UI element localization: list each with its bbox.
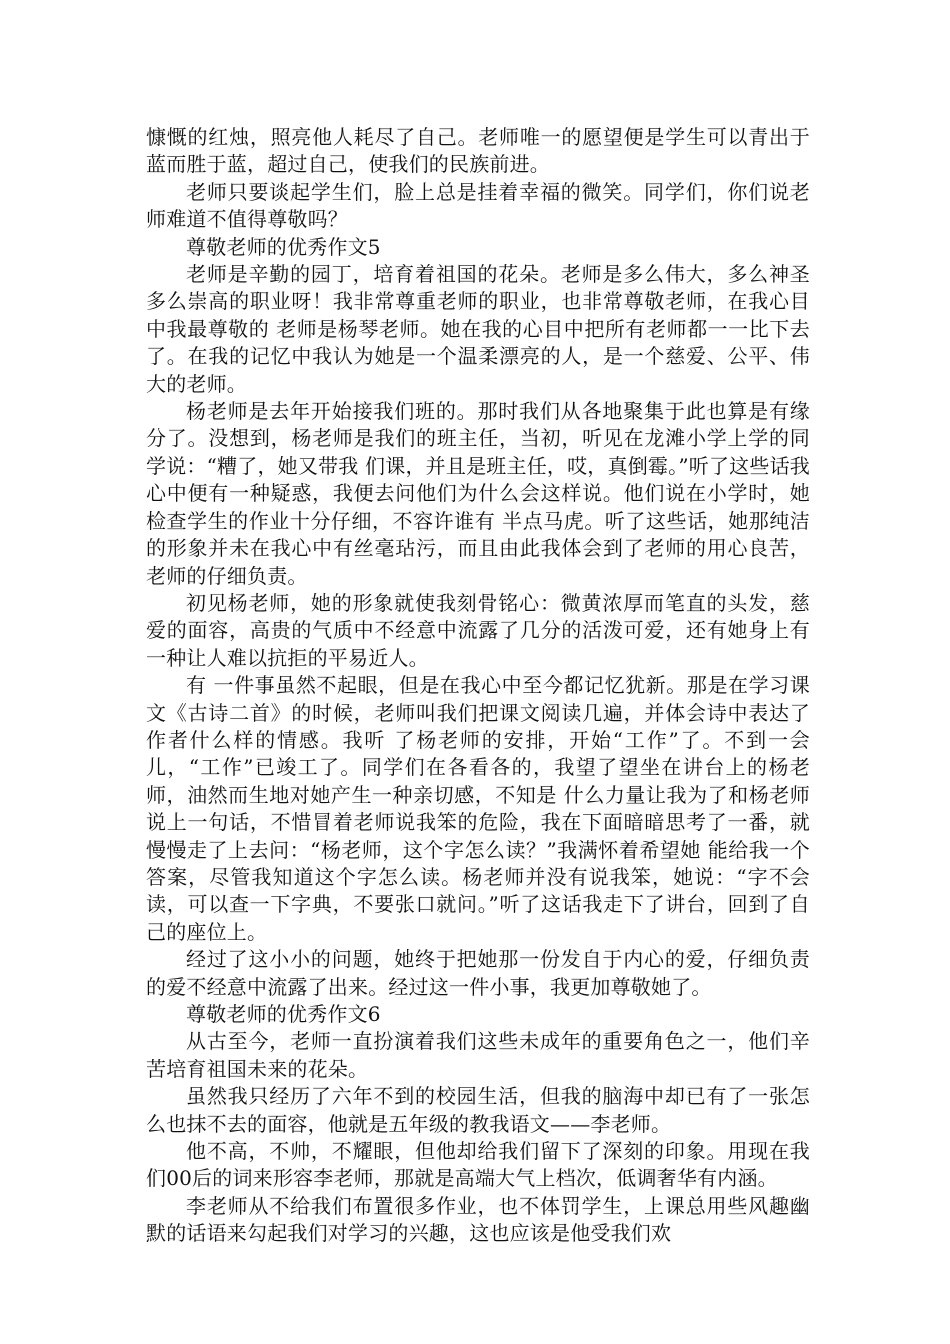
essay-body	[146, 124, 810, 1248]
paragraph: 他不高，不帅，不耀眼，但他却给我们留下了深刻的印象。用现在我们00后的词来形容李老师，那就是高端大气上档次，低调奢华有内涵。	[146, 1139, 810, 1191]
paragraph: 有 一件事虽然不起眼，但是在我心中至今都记忆犹新。那是在学习课文《古诗二首》的时候，老师叫我们把课文阅读几遍，并体会诗中表达了作者什么样的情感。我听 了杨老师的安排，开始“工作”了。不到一会儿，“工作”已竣工了。同学们在各看各的，我望了望坐在讲台上的杨老师，油然而生地对她产生一种亲切感，不知是 什么力量让我为了和杨老师说上一句话，不惜冒着老师说我笨的危险，我在下面暗暗思考了一番，就慢慢走了上去问：“杨老师，这个字怎么读？”我满怀着希望她 能给我一个答案，尽管我知道这个字怎么读。杨老师并没有说我笨，她说：“字不会读，可以查一下字典，不要张口就问。”听了这话我走下了讲台，回到了自己的座位上。	[146, 673, 810, 944]
paragraph-continuation: 慷慨的红烛，照亮他人耗尽了自己。老师唯一的愿望便是学生可以青出于蓝而胜于蓝，超过自己，使我们的民族前进。	[146, 125, 810, 177]
essay-heading-5: 尊敬老师的优秀作文5	[186, 234, 381, 259]
paragraph: 从古至今，老师一直扮演着我们这些未成年的重要角色之一，他们辛苦培育祖国未来的花朵。	[146, 1029, 810, 1081]
paragraph: 老师只要谈起学生们，脸上总是挂着幸福的微笑。同学们，你们说老师难道不值得尊敬吗？	[146, 179, 810, 232]
paragraph: 杨老师是去年开始接我们班的。那时我们从各地聚集于此也算是有缘分了。没想到，杨老师是我们的班主任，当初，听见在龙滩小学上学的同学说：“糟了，她又带我 们课，并且是班主任，哎，真倒霉。”听了这些话我心中便有一种疑惑，我便去问他们为什么会这样说。他们说在小学时，她检查学生的作业十分仔细，不容许谁有 半点马虎。听了这些话，她那纯洁的形象并未在我心中有丝毫玷污，而且由此我体会到了老师的用心良苦，老师的仔细负责。	[146, 399, 810, 588]
paragraph: 经过了这小小的问题，她终于把她那一份发自于内心的爱，仔细负责的爱不经意中流露了出来。经过这一件小事，我更加尊敬她了。	[146, 947, 810, 999]
paragraph: 李老师从不给我们布置很多作业，也不体罚学生，上课总用些风趣幽默的话语来勾起我们对学习的兴趣，这也应该是他受我们欢	[146, 1193, 810, 1246]
essay-heading-6: 尊敬老师的优秀作文6	[186, 1002, 381, 1026]
paragraph: 虽然我只经历了六年不到的校园生活，但我的脑海中却已有了一张怎么也抹不去的面容，他就是五年级的教我语文——李老师。	[146, 1084, 810, 1136]
paragraph: 初见杨老师，她的形象就使我刻骨铭心：微黄浓厚而笔直的头发，慈爱的面容，高贵的气质中不经意中流露了几分的活泼可爱，还有她身上有一种让人难以抗拒的平易近人。	[146, 590, 810, 670]
paragraph: 老师是辛勤的园丁，培育着祖国的花朵。老师是多么伟大，多么神圣多么崇高的职业呀！我非常尊重老师的职业，也非常尊敬老师，在我心目中我最尊敬的 老师是杨琴老师。她在我的心目中把所有老师都一一比下去了。在我的记忆中我认为她是一个温柔漂亮的人，是一个慈爱、公平、伟大的老师。	[146, 262, 810, 396]
